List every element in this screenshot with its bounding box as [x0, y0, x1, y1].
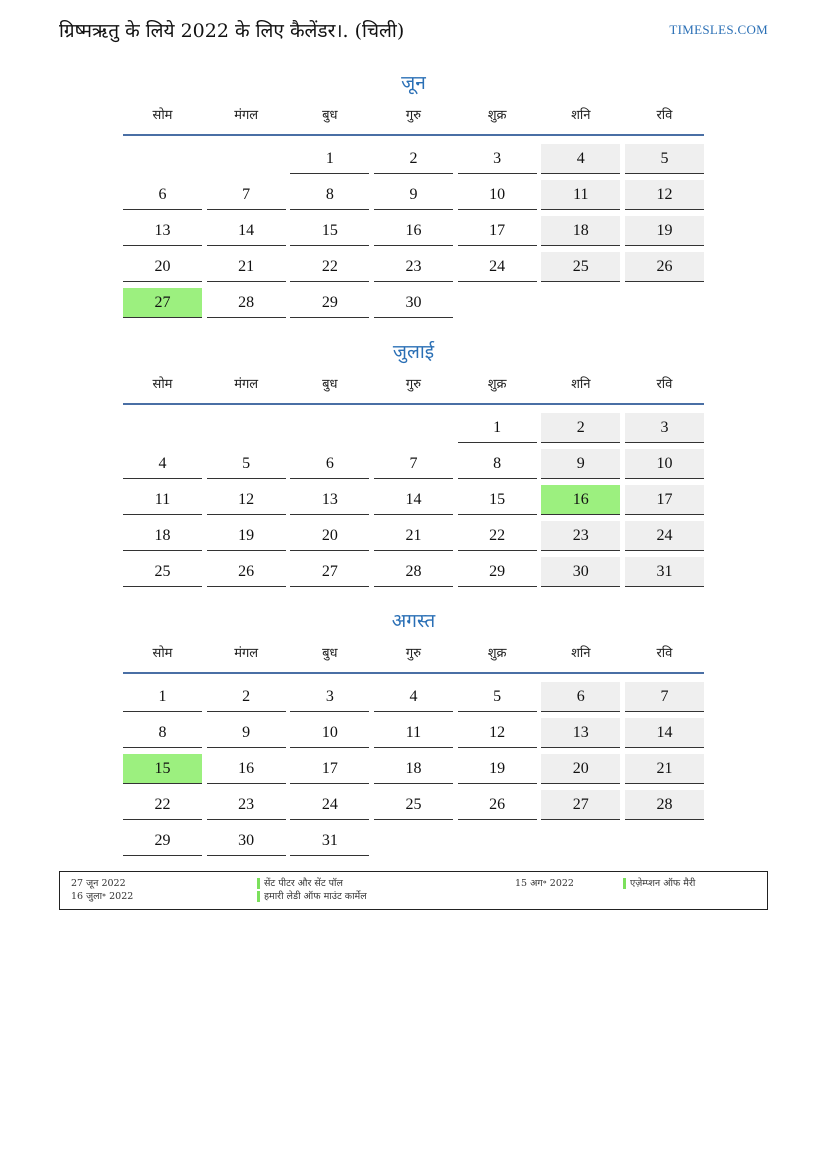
- day-cell: 29: [123, 826, 202, 856]
- day-cell: 10: [290, 718, 369, 748]
- day-cell: 18: [541, 216, 620, 246]
- legend-name-3: [623, 878, 695, 890]
- week-row: [123, 822, 704, 858]
- day-cell: 25: [541, 252, 620, 282]
- weekday-label: बुध: [322, 377, 338, 392]
- day-cell: 30: [207, 826, 286, 856]
- day-cell: 21: [625, 754, 704, 784]
- weekday-label: सोम: [152, 646, 173, 661]
- day-cell: 28: [374, 557, 453, 587]
- day-cell: 2: [374, 144, 453, 174]
- weekday-header: [123, 375, 704, 405]
- week-row: [123, 786, 704, 822]
- day-cell: 26: [625, 252, 704, 282]
- legend-date-1: 27 जून 2022: [71, 878, 126, 889]
- day-cell: 13: [123, 216, 202, 246]
- weekday-label: रवि: [656, 108, 673, 123]
- weekday-label: शनि: [571, 377, 591, 392]
- weekday-label: शुक्र: [487, 377, 507, 392]
- day-cell: 27: [541, 790, 620, 820]
- page-title: ग्रिष्मऋतु के लिये 2022 के लिए कैलेंडर।. (चिली): [59, 20, 405, 42]
- day-cell: 5: [207, 449, 286, 479]
- week-row: [123, 409, 704, 445]
- day-cell: 10: [625, 449, 704, 479]
- empty-day: [123, 413, 202, 442]
- day-cell: 30: [541, 557, 620, 587]
- day-cell: 12: [625, 180, 704, 210]
- day-cell: 27: [290, 557, 369, 587]
- week-row: [123, 212, 704, 248]
- day-cell: 16: [207, 754, 286, 784]
- weekday-label: शुक्र: [487, 646, 507, 661]
- week-row: [123, 445, 704, 481]
- weekday-header: [123, 106, 704, 136]
- day-cell: 8: [123, 718, 202, 748]
- weekday-label: रवि: [656, 646, 673, 661]
- weekday-label: बुध: [322, 646, 338, 661]
- empty-day: [123, 144, 202, 173]
- day-cell: 23: [541, 521, 620, 551]
- day-cell: 9: [207, 718, 286, 748]
- day-cell: 13: [290, 485, 369, 515]
- day-cell: 29: [290, 288, 369, 318]
- day-cell: 25: [374, 790, 453, 820]
- weekday-label: गुरु: [405, 377, 422, 392]
- week-row: [123, 248, 704, 284]
- holiday-day-cell: 16: [541, 485, 620, 515]
- holiday-marker-icon: [257, 891, 260, 902]
- day-cell: 4: [374, 682, 453, 712]
- empty-day: [625, 826, 704, 855]
- day-cell: 23: [374, 252, 453, 282]
- empty-day: [458, 826, 537, 855]
- day-cell: 8: [458, 449, 537, 479]
- week-row: [123, 284, 704, 320]
- day-cell: 9: [374, 180, 453, 210]
- month-title: अगस्त: [391, 610, 436, 632]
- day-cell: 11: [123, 485, 202, 515]
- week-row: [123, 481, 704, 517]
- day-cell: 11: [374, 718, 453, 748]
- week-row: [123, 714, 704, 750]
- day-cell: 14: [374, 485, 453, 515]
- empty-day: [207, 144, 286, 173]
- day-cell: 21: [207, 252, 286, 282]
- day-cell: 11: [541, 180, 620, 210]
- legend-name-2: [257, 891, 367, 903]
- day-cell: 29: [458, 557, 537, 587]
- day-cell: 22: [458, 521, 537, 551]
- day-cell: 12: [207, 485, 286, 515]
- weekday-label: मंगल: [234, 646, 259, 661]
- empty-day: [374, 826, 453, 855]
- weekday-label: बुध: [322, 108, 338, 123]
- day-cell: 7: [207, 180, 286, 210]
- weekday-label: गुरु: [405, 646, 422, 661]
- weekday-label: गुरु: [405, 108, 422, 123]
- day-cell: 31: [625, 557, 704, 587]
- day-cell: 17: [625, 485, 704, 515]
- day-cell: 5: [458, 682, 537, 712]
- day-cell: 26: [458, 790, 537, 820]
- day-cell: 14: [207, 216, 286, 246]
- day-cell: 3: [458, 144, 537, 174]
- day-cell: 1: [123, 682, 202, 712]
- day-cell: 2: [541, 413, 620, 443]
- day-cell: 24: [625, 521, 704, 551]
- day-cell: 24: [290, 790, 369, 820]
- holiday-marker-icon: [623, 878, 626, 889]
- weekday-label: सोम: [152, 377, 173, 392]
- day-cell: 6: [123, 180, 202, 210]
- weekday-label: मंगल: [234, 108, 259, 123]
- legend-name-1: [257, 878, 343, 890]
- month-calendar: [123, 608, 704, 858]
- day-cell: 28: [207, 288, 286, 318]
- empty-day: [290, 413, 369, 442]
- day-cell: 16: [374, 216, 453, 246]
- day-cell: 30: [374, 288, 453, 318]
- day-cell: 12: [458, 718, 537, 748]
- week-row: [123, 140, 704, 176]
- month-title: जून: [401, 72, 426, 94]
- day-cell: 18: [374, 754, 453, 784]
- month-calendar: [123, 70, 704, 320]
- day-cell: 13: [541, 718, 620, 748]
- day-cell: 19: [625, 216, 704, 246]
- day-cell: 24: [458, 252, 537, 282]
- legend-date-2: 16 जुला॰ 2022: [71, 891, 134, 902]
- weekday-label: मंगल: [234, 377, 259, 392]
- day-cell: 22: [123, 790, 202, 820]
- day-cell: 17: [290, 754, 369, 784]
- day-cell: 8: [290, 180, 369, 210]
- holiday-legend: [59, 871, 768, 910]
- legend-label-3: एज़ेम्प्शन ऑफ मैरी: [630, 878, 696, 889]
- day-cell: 14: [625, 718, 704, 748]
- day-cell: 19: [207, 521, 286, 551]
- day-cell: 10: [458, 180, 537, 210]
- week-row: [123, 517, 704, 553]
- weekday-label: शुक्र: [487, 108, 507, 123]
- month-title: जुलाई: [392, 341, 435, 363]
- weekday-label: शनि: [571, 108, 591, 123]
- day-cell: 31: [290, 826, 369, 856]
- holiday-day-cell: 15: [123, 754, 202, 784]
- day-cell: 3: [290, 682, 369, 712]
- day-cell: 26: [207, 557, 286, 587]
- day-cell: 3: [625, 413, 704, 443]
- legend-label-1: सेंट पीटर और सेंट पॉल: [264, 878, 343, 889]
- day-cell: 9: [541, 449, 620, 479]
- day-cell: 7: [625, 682, 704, 712]
- holiday-marker-icon: [257, 878, 260, 889]
- day-cell: 6: [290, 449, 369, 479]
- holiday-day-cell: 27: [123, 288, 202, 318]
- day-cell: 2: [207, 682, 286, 712]
- weekday-label: शनि: [571, 646, 591, 661]
- empty-day: [207, 413, 286, 442]
- week-row: [123, 553, 704, 589]
- day-cell: 7: [374, 449, 453, 479]
- day-cell: 5: [625, 144, 704, 174]
- day-cell: 20: [541, 754, 620, 784]
- day-cell: 21: [374, 521, 453, 551]
- day-cell: 22: [290, 252, 369, 282]
- day-cell: 4: [541, 144, 620, 174]
- empty-day: [541, 288, 620, 317]
- weekday-label: रवि: [656, 377, 673, 392]
- day-cell: 20: [290, 521, 369, 551]
- day-cell: 6: [541, 682, 620, 712]
- day-cell: 17: [458, 216, 537, 246]
- empty-day: [541, 826, 620, 855]
- day-cell: 15: [458, 485, 537, 515]
- empty-day: [625, 288, 704, 317]
- day-cell: 1: [290, 144, 369, 174]
- day-cell: 19: [458, 754, 537, 784]
- day-cell: 15: [290, 216, 369, 246]
- day-cell: 4: [123, 449, 202, 479]
- day-cell: 18: [123, 521, 202, 551]
- empty-day: [458, 288, 537, 317]
- week-row: [123, 750, 704, 786]
- weekday-label: सोम: [152, 108, 173, 123]
- empty-day: [374, 413, 453, 442]
- day-cell: 1: [458, 413, 537, 443]
- legend-label-2: हमारी लेडी ऑफ माउंट कार्मेल: [264, 891, 367, 902]
- weekday-header: [123, 644, 704, 674]
- legend-date-3: 15 अग॰ 2022: [515, 878, 574, 889]
- day-cell: 25: [123, 557, 202, 587]
- week-row: [123, 176, 704, 212]
- day-cell: 23: [207, 790, 286, 820]
- site-link[interactable]: TIMESLES.COM: [669, 22, 768, 37]
- day-cell: 20: [123, 252, 202, 282]
- day-cell: 28: [625, 790, 704, 820]
- month-calendar: [123, 339, 704, 589]
- week-row: [123, 678, 704, 714]
